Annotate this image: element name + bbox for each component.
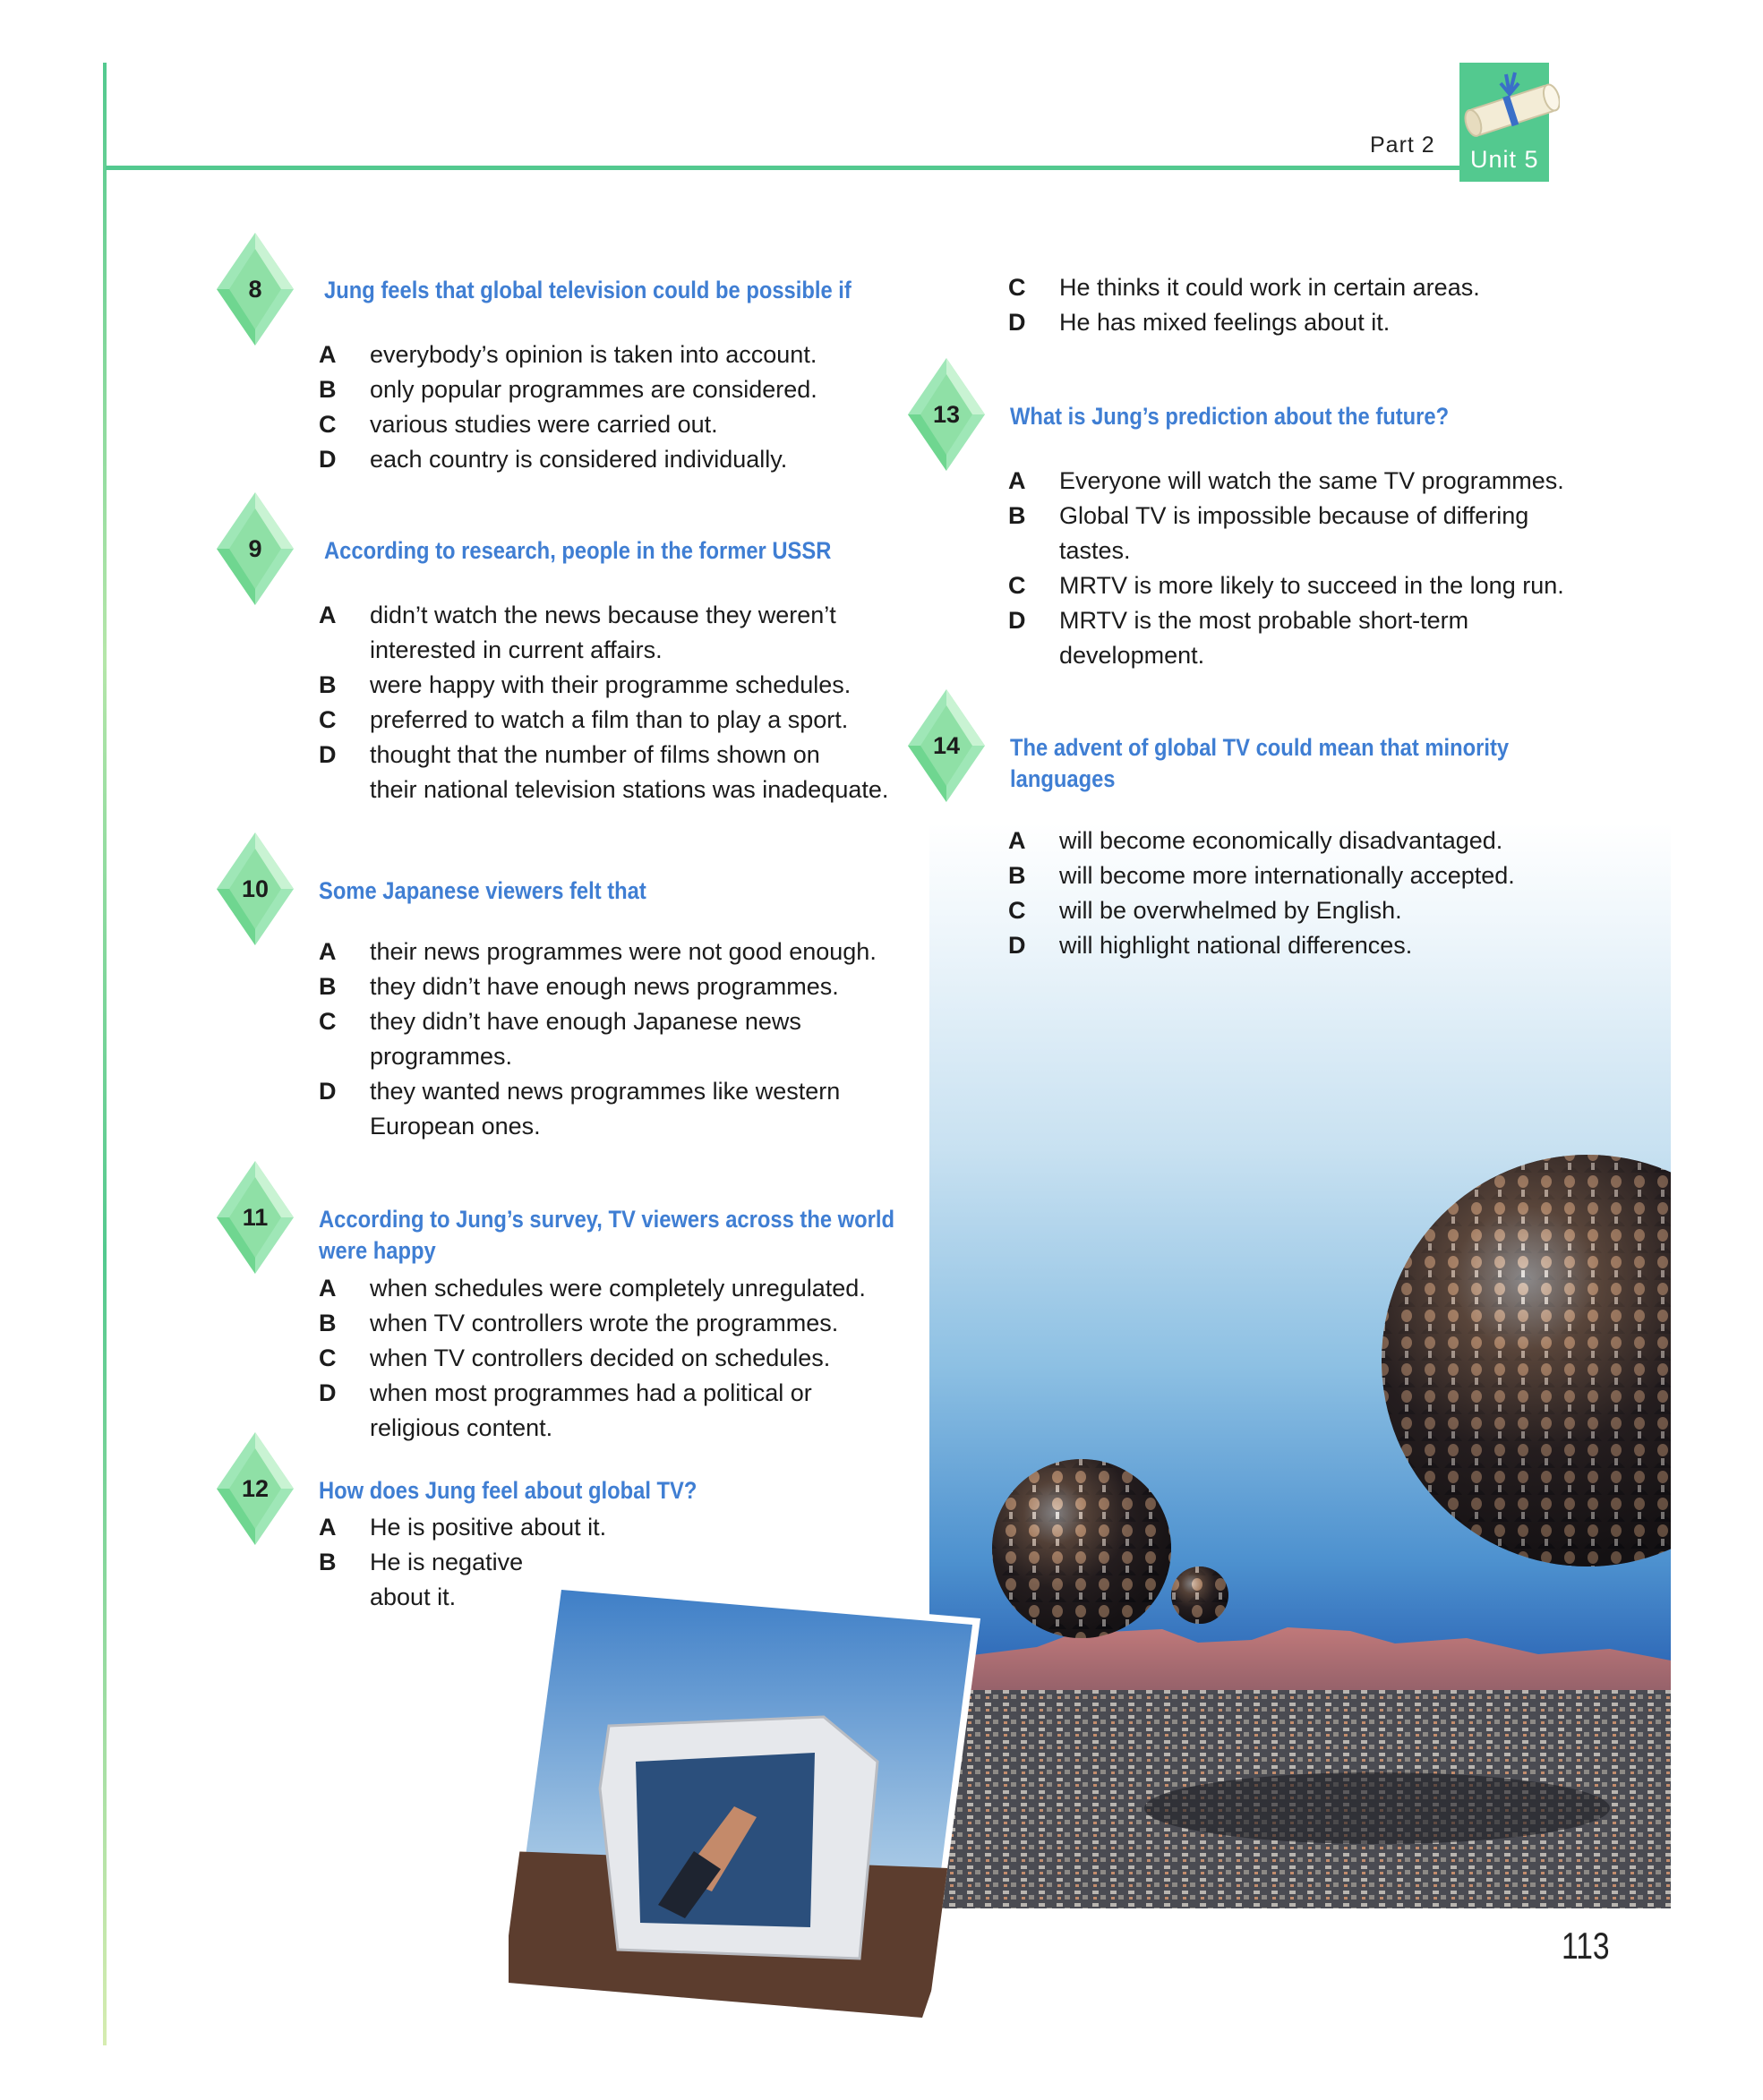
answer-option-c[interactable]	[319, 1341, 874, 1376]
option-letter: D	[319, 741, 337, 768]
option-text-line: when TV controllers wrote the programmes.	[370, 1310, 839, 1336]
option-text-line: He is negative	[370, 1549, 524, 1575]
part-label: Part 2	[1370, 132, 1435, 158]
option-letter: D	[1008, 932, 1026, 959]
page-number: 113	[1562, 1925, 1610, 1967]
answer-option-a[interactable]	[319, 337, 874, 372]
option-letter: C	[1008, 897, 1026, 924]
question-number-badge	[906, 687, 987, 804]
option-letter: C	[1008, 274, 1026, 301]
option-text-line: each country is considered individually.	[370, 446, 788, 473]
option-text-line: interested in current affairs.	[370, 636, 663, 663]
option-text-line: when schedules were completely unregulated.	[370, 1275, 866, 1302]
option-text-line: their news programmes were not good enough.	[370, 938, 877, 965]
question-title-line: According to research, people in the former USSR	[324, 537, 832, 564]
option-letter: D	[1008, 607, 1026, 634]
question-number: 10	[241, 875, 270, 902]
option-letter: B	[319, 973, 337, 1000]
option-letter: A	[319, 341, 337, 368]
option-text-line: He is positive about it.	[370, 1514, 607, 1541]
header-rule	[106, 166, 1468, 170]
answer-option-c[interactable]	[1008, 270, 1563, 305]
question-title-line: were happy	[319, 1237, 436, 1264]
option-text-line: European ones.	[370, 1113, 541, 1140]
question-number: 9	[248, 534, 262, 562]
option-text-line: when TV controllers decided on schedules.	[370, 1345, 831, 1371]
answer-option-c[interactable]	[319, 1004, 874, 1074]
question-title-line: The advent of global TV could mean that minority	[1010, 734, 1510, 761]
answer-option-d[interactable]	[319, 1074, 874, 1144]
answer-option-b[interactable]	[319, 372, 874, 407]
option-text-line: will become more internationally accepted.	[1059, 862, 1515, 889]
option-text-line: only popular programmes are considered.	[370, 376, 817, 403]
question-title-line: languages	[1010, 765, 1116, 792]
option-text-line: thought that the number of films shown on	[370, 741, 820, 768]
option-text-line: they didn’t have enough Japanese news	[370, 1008, 801, 1035]
option-letter: A	[1008, 467, 1026, 494]
monitor-hand-photo	[501, 1583, 980, 2026]
option-text-line: programmes.	[370, 1043, 513, 1070]
question-number-badge	[215, 1430, 295, 1547]
answer-option-d[interactable]	[319, 1376, 874, 1446]
option-text-line: will be overwhelmed by English.	[1059, 897, 1402, 924]
option-text-line: development.	[1059, 642, 1205, 669]
answer-option-b[interactable]	[1008, 499, 1563, 568]
option-text-line: preferred to watch a film than to play a sport.	[370, 706, 849, 733]
question-number: 11	[242, 1203, 269, 1231]
diploma-scroll-icon	[1459, 67, 1560, 148]
answer-option-a[interactable]	[319, 1271, 874, 1306]
answer-option-b[interactable]	[319, 668, 874, 703]
option-text-line: Global TV is impossible because of differing	[1059, 502, 1529, 529]
option-letter: A	[319, 1275, 337, 1302]
option-text-line: they didn’t have enough news programmes.	[370, 973, 839, 1000]
answer-option-a[interactable]	[1008, 824, 1563, 858]
question-title-line: According to Jung’s survey, TV viewers across the world	[319, 1206, 895, 1233]
option-text-line: tastes.	[1059, 537, 1131, 564]
question-title-line: What is Jung’s prediction about the future?	[1010, 403, 1450, 430]
option-letter: A	[319, 1514, 337, 1541]
option-text-line: were happy with their programme schedules.	[370, 671, 852, 698]
option-text-line: their national television stations was inadequate.	[370, 776, 889, 803]
option-text-line: Everyone will watch the same TV programmes.	[1059, 467, 1564, 494]
answer-option-d[interactable]	[1008, 928, 1563, 963]
answer-option-c[interactable]	[319, 407, 874, 442]
question-title-line: Jung feels that global television could be possible if	[324, 277, 852, 303]
left-margin-rule	[103, 63, 107, 2045]
question-number: 13	[932, 400, 961, 428]
question-number-badge	[906, 356, 987, 473]
question-number-badge	[215, 231, 295, 347]
answer-option-d[interactable]	[1008, 603, 1563, 673]
option-letter: B	[319, 1549, 337, 1575]
answer-option-d[interactable]	[319, 442, 874, 477]
answer-option-c[interactable]	[319, 703, 874, 738]
answer-option-b[interactable]	[319, 1306, 874, 1341]
answer-option-b[interactable]	[1008, 858, 1563, 893]
answer-option-a[interactable]	[319, 1510, 874, 1545]
option-text-line: He has mixed feelings about it.	[1059, 309, 1391, 336]
option-text-line: when most programmes had a political or	[370, 1379, 812, 1406]
option-letter: B	[319, 376, 337, 403]
answer-option-b[interactable]	[319, 969, 874, 1004]
answer-option-d[interactable]	[1008, 305, 1563, 340]
question-number: 12	[241, 1474, 270, 1502]
option-letter: A	[319, 938, 337, 965]
option-letter: D	[319, 1379, 337, 1406]
option-letter: C	[319, 411, 337, 438]
question-number-badge	[215, 491, 295, 607]
question-number: 8	[248, 275, 262, 303]
option-letter: D	[319, 446, 337, 473]
answer-option-a[interactable]	[319, 935, 877, 969]
option-text-line: didn’t watch the news because they weren’t	[370, 602, 836, 628]
unit-label: Unit 5	[1470, 146, 1539, 173]
option-text-line: they wanted news programmes like western	[370, 1078, 841, 1105]
option-text-line: about it.	[370, 1584, 457, 1610]
answer-option-c[interactable]	[1008, 893, 1563, 928]
option-text-line: will highlight national differences.	[1059, 932, 1413, 959]
option-letter: A	[319, 602, 337, 628]
option-letter: C	[319, 1008, 337, 1035]
option-text-line: MRTV is more likely to succeed in the long run.	[1059, 572, 1564, 599]
option-text-line: various studies were carried out.	[370, 411, 718, 438]
option-letter: B	[1008, 502, 1026, 529]
spheres-of-faces-photo	[929, 824, 1671, 1908]
option-text-line: MRTV is the most probable short-term	[1059, 607, 1469, 634]
answer-option-a[interactable]	[319, 598, 874, 668]
question-title-line: How does Jung feel about global TV?	[319, 1477, 697, 1504]
option-letter: D	[319, 1078, 337, 1105]
option-letter: A	[1008, 827, 1026, 854]
answer-option-b[interactable]	[319, 1545, 874, 1615]
question-number-badge	[215, 1159, 295, 1276]
question-number: 14	[932, 731, 961, 759]
answer-option-a[interactable]	[1008, 464, 1563, 499]
option-letter: B	[319, 1310, 337, 1336]
option-text-line: He thinks it could work in certain areas.	[1059, 274, 1480, 301]
answer-option-c[interactable]	[1008, 568, 1563, 603]
option-text-line: will become economically disadvantaged.	[1059, 827, 1503, 854]
option-letter: B	[319, 671, 337, 698]
option-letter: C	[319, 1345, 337, 1371]
question-title-line: Some Japanese viewers felt that	[319, 877, 646, 904]
option-letter: D	[1008, 309, 1026, 336]
option-letter: B	[1008, 862, 1026, 889]
option-text-line: everybody’s opinion is taken into account.	[370, 341, 817, 368]
option-letter: C	[319, 706, 337, 733]
answer-option-d[interactable]	[319, 738, 889, 807]
option-text-line: religious content.	[370, 1414, 553, 1441]
option-letter: C	[1008, 572, 1026, 599]
question-number-badge	[215, 831, 295, 947]
